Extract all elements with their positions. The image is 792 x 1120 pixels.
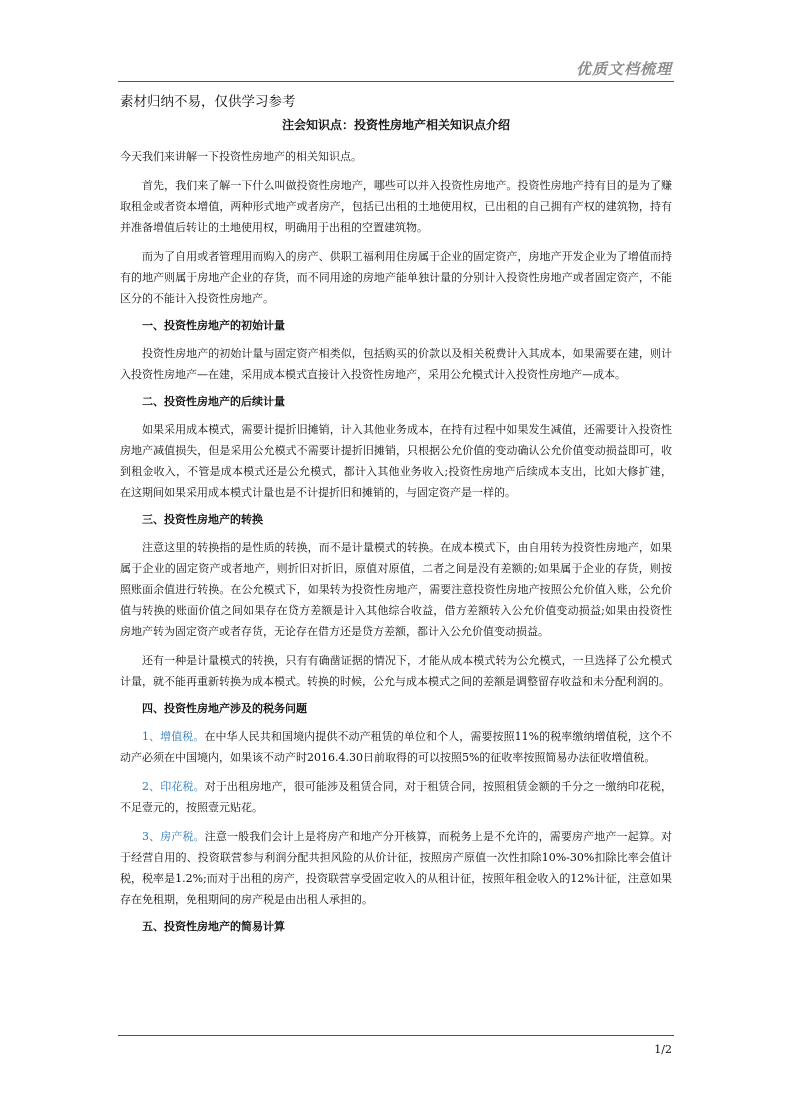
tax-item-text: 注意一般我们会计上是将房产和地产分开核算，而税务上是不允许的，需要房产地产一起算。对于经营自用的、投资联营参与利润分配共担风险的从价计征，按照房产原值一次性扣除10%-30%扣除比率会值计税，税率是1.2%;而对于出租的房产，投资联营享受固定收入的从租计征，按照年租金收入的12%计征，注意如果存在免租期，免租期间的房产税是由出租人承担的。 xyxy=(120,830,672,906)
intro-paragraph: 今天我们来讲解一下投资性房地产的相关知识点。 xyxy=(120,150,362,163)
tax-item-text: 对于出租房地产，很可能涉及租赁合同，对于租赁合同，按照租赁金额的千分之一缴纳印花税，不足壹元的，按照壹元贴花。 xyxy=(120,780,672,814)
section-body-initial-measurement: 投资性房地产的初始计量与固定资产相类似，包括购买的价款以及相关税费计入其成本，如果需要在建，则计入投资性房地产—在建，采用成本模式直接计入投资性房地产，采用公允模式计入投资性房地产—成本。 xyxy=(120,347,672,381)
document-body xyxy=(120,92,672,944)
document-title: 注会知识点：投资性房地产相关知识点介绍 xyxy=(281,118,510,132)
footer-divider xyxy=(118,1035,674,1036)
tax-item-property xyxy=(120,826,672,910)
header-title: 优质文档梳理 xyxy=(575,60,672,78)
page-number: 1/2 xyxy=(654,1043,672,1056)
section-heading-initial-measurement: 一、投资性房地产的初始计量 xyxy=(142,319,285,332)
section-body-subsequent-measurement: 如果采用成本模式，需要计提折旧摊销，计入其他业务成本，在持有过程中如果发生减值，还需要计入投资性房地产减值损失，但是采用公允模式不需要计提折旧摊销，只根据公允价值的变动确认公允价值变动损益即可，收到租金收入，不管是成本模式还是公允模式，都计入其他业务收入;投资性房地产后续成本支出，比如大修扩建，在这期间如果采用成本模式计量也是不计提折旧和摊销的，与固定资产是一样的。 xyxy=(120,423,672,499)
section-body-conversion-2: 还有一种是计量模式的转换，只有有确凿证据的情况下，才能从成本模式转为公允模式，一旦选择了公允模式计量，就不能再重新转换为成本模式。转换的时候，公允与成本模式之间的差额是调整留存收益和未分配利润的。 xyxy=(120,654,672,688)
tax-item-label: 2、印花税。 xyxy=(142,780,205,793)
section-heading-tax: 四、投资性房地产涉及的税务问题 xyxy=(142,702,307,715)
paragraph-exclusions: 而为了自用或者管理用而购入的房产、供职工福利用住房属于企业的固定资产，房地产开发企业为了增值而持有的地产则属于房地产企业的存货，而不同用途的房地产能单独计量的分别计入投资性房地产或者固定资产，不能区分的不能计入投资性房地产。 xyxy=(120,250,672,305)
section-heading-subsequent-measurement: 二、投资性房地产的后续计量 xyxy=(142,395,285,408)
header-divider xyxy=(118,81,674,82)
paragraph-definition: 首先，我们来了解一下什么叫做投资性房地产，哪些可以并入投资性房地产。投资性房地产持有目的是为了赚取租金或者资本增值，两种形式地产或者房产，包括已出租的土地使用权，已出租的自己拥有产权的建筑物，持有并准备增值后转让的土地使用权，明确用于出租的空置建筑物。 xyxy=(120,179,672,234)
tax-item-vat xyxy=(120,726,672,768)
tax-item-label: 3、房产税。 xyxy=(142,830,205,843)
tax-item-stamp xyxy=(120,776,672,818)
tax-item-label: 1、增值税。 xyxy=(142,730,205,743)
section-heading-simple-calculation: 五、投资性房地产的简易计算 xyxy=(142,920,285,933)
section-heading-conversion: 三、投资性房地产的转换 xyxy=(142,513,263,526)
section-body-conversion-1: 注意这里的转换指的是性质的转换，而不是计量模式的转换。在成本模式下，由自用转为投资性房地产，如果属于企业的固定资产或者地产，则折旧对折旧，原值对原值，二者之间是没有差额的;如果属于企业的存货，则按照账面余值进行转换。在公允模式下，如果转为投资性房地产，需要注意投资性房地产按照公允价值入账，公允价值与转换的账面价值之间如果存在贷方差额是计入其他综合收益，借方差额转入公允价值变动损益;如果由投资性房地产转为固定资产或者存货，无论存在借方还是贷方差额，都计入公允价值变动损益。 xyxy=(120,541,672,638)
source-note: 素材归纳不易，仅供学习参考 xyxy=(120,94,296,110)
tax-item-text: 在中华人民共和国境内提供不动产租赁的单位和个人，需要按照11%的税率缴纳增值税，这个不动产必须在中国境内，如果该不动产时2016.4.30日前取得的可以按照5%的征收率按照简易办法征收增值税。 xyxy=(120,730,672,764)
